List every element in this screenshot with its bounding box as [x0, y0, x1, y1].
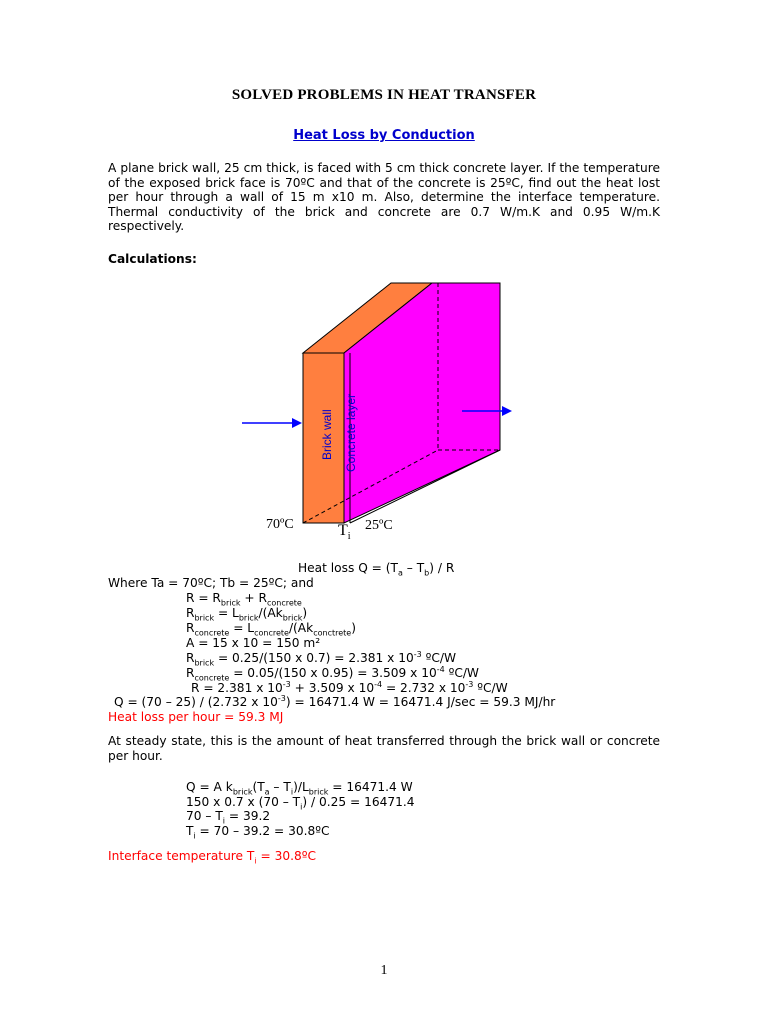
where-line: Where Ta = 70ºC; Tb = 25ºC; and: [108, 576, 314, 590]
page-title: SOLVED PROBLEMS IN HEAT TRANSFER: [231, 87, 537, 103]
section-heading: Heat Loss by Conduction: [293, 128, 475, 143]
brick-resistance-formula: $R_{brick} = L_{brick}/(Ak_{brick})$: [186, 606, 308, 623]
total-resistance-value: R = 2.381 x $10^{-3} + 3.509$ x $10^{-4} = 2.732$ x $10^{-3}$ ºC/W: [191, 679, 508, 695]
total-resistance-formula: $R = R_{brick} + R_{concrete}$: [186, 591, 302, 608]
concrete-layer-label: Concrete layer: [344, 393, 358, 472]
steady-state-paragraph: At steady state, this is the amount of heat transferred through the brick wall or concrete per hour.: [108, 734, 660, 763]
temp-right-label: 25ºC: [365, 518, 393, 533]
interface-step-2: $70 - T_i = 39.2$: [186, 809, 271, 826]
heat-out-arrowhead: [502, 406, 512, 416]
temp-interface-label: $T_i$: [338, 522, 351, 543]
wall-diagram: [230, 280, 530, 550]
temp-left-label: 70ºC: [266, 517, 294, 532]
concrete-resistance-formula: $R_{concrete} = L_{concrete}/(Ak_{conctrete})$: [186, 621, 356, 638]
calculations-heading: Calculations:: [108, 252, 197, 266]
heat-loss-value: Q = (70 – 25) / (2.732 x $10^{-3}) = 16471.4$ W = 16471.4 J/sec = 59.3 MJ/hr: [114, 693, 556, 709]
concrete-resistance-value: $R_{concrete} = 0.05/(150$ x 0.95) = 3.509 x $10^{-4}$ ºC/W: [186, 664, 479, 683]
heat-loss-formula: Heat loss $Q = (T_a - T_b) / R$: [298, 561, 455, 578]
interface-step-1: 150 x 0.7 x $(70 - T_i) / 0.25 = 16471.4$: [186, 795, 415, 812]
heat-loss-result: Heat loss per hour = 59.3 MJ: [108, 710, 284, 724]
interface-temperature-result: Interface temperature $T_i$ = 30.8ºC: [108, 849, 316, 866]
area-calc: A = 15 x 10 = 150 m²: [186, 636, 321, 650]
brick-resistance-value: $R_{brick} = 0.25/(150$ x 0.7) = 2.381 x $10^{-3}$ ºC/W: [186, 649, 457, 668]
interface-step-3: $T_i = 70 - 39.2$ = 30.8ºC: [186, 824, 330, 841]
problem-statement: A plane brick wall, 25 cm thick, is faced with 5 cm thick concrete layer. If the temperature of the exposed brick face is 70ºC and that of the concrete is 25ºC, find out the heat lost per hour through a wall of 15 m x10 m. Also, determine the interface temperature. Thermal conductivity of the brick and concrete are 0.7 W/m.K and 0.95 W/m.K respectively.: [108, 161, 660, 234]
brick-wall-label: Brick wall: [320, 409, 334, 460]
page-number: 1: [380, 963, 388, 978]
interface-formula: Q = A $k_{brick}(T_a - T_i)/L_{brick} = 16471.4$ W: [186, 780, 413, 797]
heat-in-arrowhead: [292, 418, 302, 428]
